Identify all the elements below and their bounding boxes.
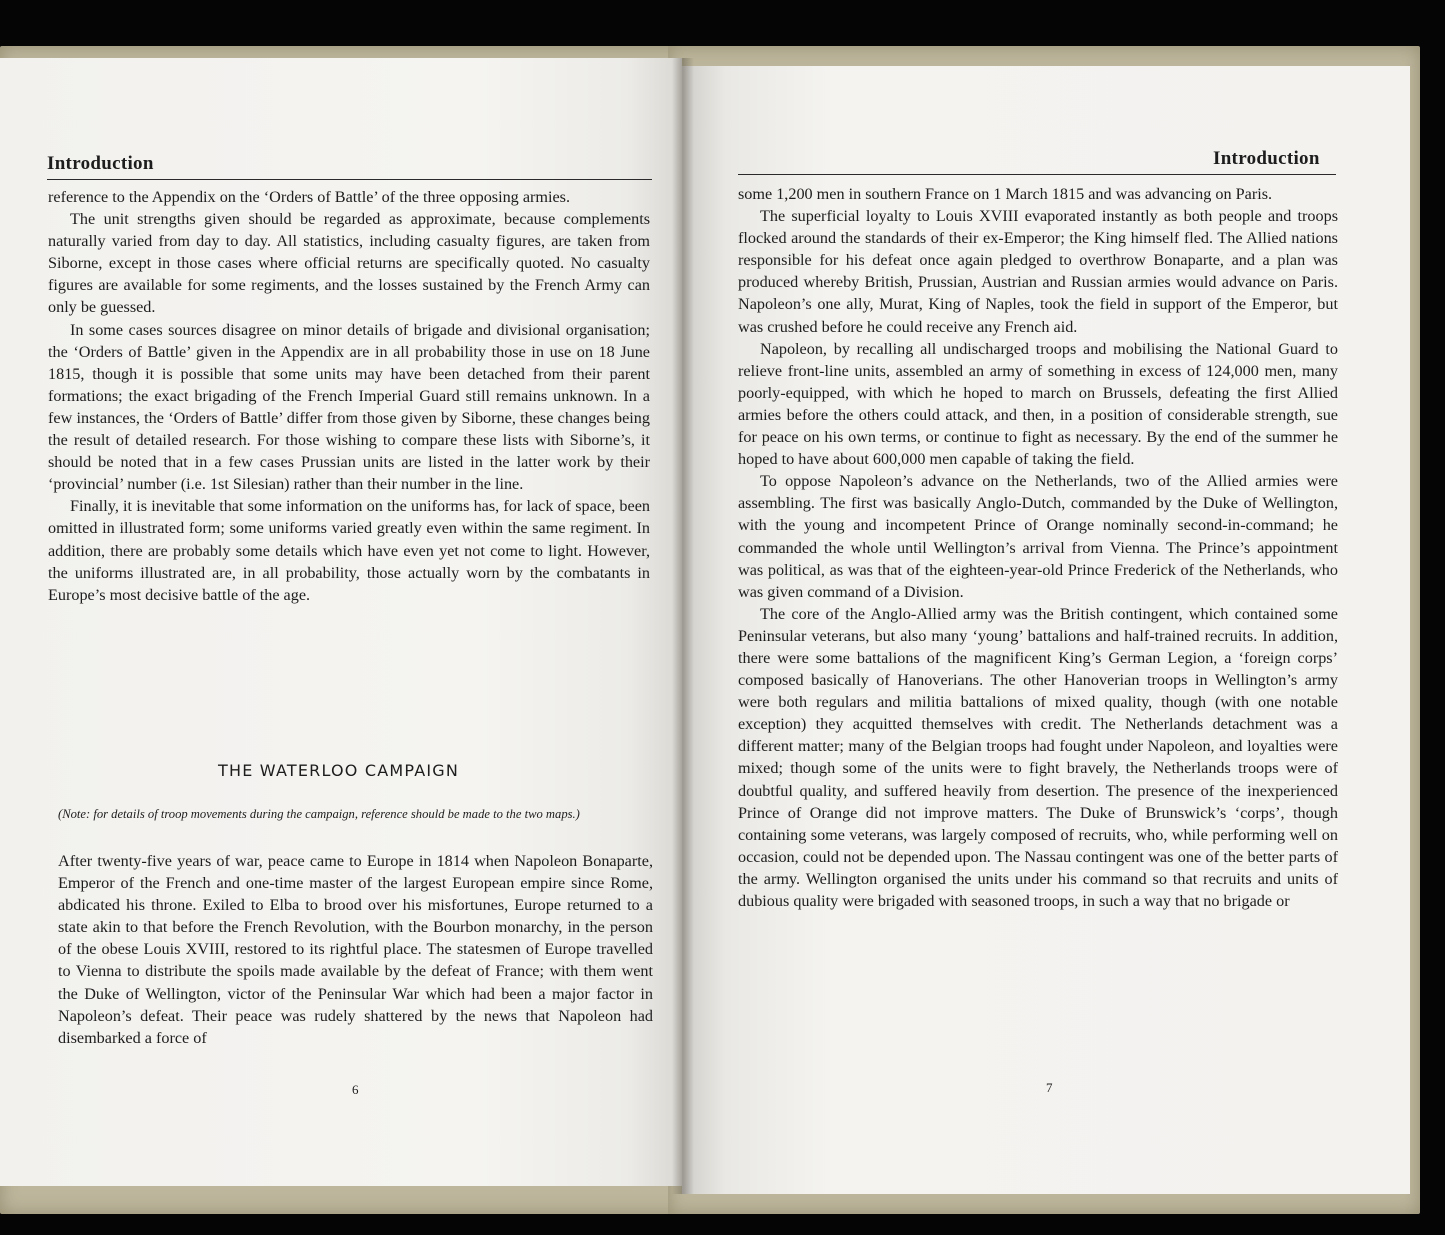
paragraph: Finally, it is inevitable that some information on the uniforms has, for lack of space, been omitted in illustrated form; some uniforms varied greatly even within the same regiment. In addition, there are probably some details which have even yet not come to light. However, the uniforms illustrated are, in all probability, those actually worn by the combatants in Europe’s most decisive battle of the age. bbox=[48, 497, 650, 604]
paragraph: Napoleon, by recalling all undischarged troops and mobilising the National Guard to relieve front-line units, assembled an army of something in excess of 124,000 men, many poorly-equipped, with which he hoped to march on Brussels, defeating the first Allied armies before the others could attack, and then, in a position of considerable strength, sue for peace on his own terms, or continue to fight as necessary. By the end of the summer he hoped to have about 600,000 men capable of taking the field. bbox=[738, 339, 1338, 469]
paragraph: The core of the Anglo-Allied army was the British contingent, which contained some Peninsular veterans, but also many ‘young’ battalions and half-trained recruits. In addition, there were some battalions of the magnificent King’s German Legion, a ‘foreign corps’ composed basically of Hanoverians. The other Hanoverian troops in Wellington’s army were both regulars and militia battalions of mixed quality, though (with one notable exception) they acquitted themselves with credit. The Netherlands detachment was a different matter; many of the Belgian troops had fought under Napoleon, and loyalties were mixed; though some of the units were to fight bravely, the Netherlands troops were of doubtful quality, and suffered heavily from desertion. The presence of the inexperienced Prince of Orange did not improve matters. The Duke of Brunswick’s ‘corps’, though containing some veterans, was largely composed of recruits, who, while performing well on occasion, could not be depended upon. The Nassau contingent was one of the better parts of the army. Wellington organised the units under his command so that recruits and units of dubious quality were brigaded with seasoned troops, in such a way that no brigade or bbox=[738, 604, 1338, 910]
right-header-rule bbox=[738, 174, 1336, 175]
right-body-text bbox=[738, 183, 1338, 912]
left-page-number: 6 bbox=[352, 1082, 359, 1097]
paragraph: The superficial loyalty to Louis XVIII evaporated instantly as both people and troops flocked around the standards of their ex-Emperor; the King himself fled. The Allied nations responsible for his defeat once again pledged to overthrow Bonaparte, and a plan was produced whereby British, Prussian, Austrian and Russian armies would advance on Paris. Napoleon’s one ally, Murat, King of Naples, took the field in support of the Emperor, but was crushed before he could receive any French aid. bbox=[738, 207, 1338, 336]
left-body-text bbox=[48, 186, 650, 606]
right-page bbox=[682, 66, 1410, 1194]
right-page-number: 7 bbox=[1046, 1080, 1053, 1095]
left-header-rule bbox=[47, 179, 652, 180]
section-heading: THE WATERLOO CAMPAIGN bbox=[218, 761, 460, 780]
campaign-note: (Note: for details of troop movements during the campaign, reference should be made to the two maps.) bbox=[58, 807, 580, 821]
paragraph: The unit strengths given should be regarded as approximate, because complements naturally varied from day to day. All statistics, including casualty figures, are taken from Siborne, except in those cases where official returns are specifically quoted. No casualty figures are available for some regiments, and the losses sustained by the French Army can only be guessed. bbox=[48, 210, 650, 317]
paragraph: In some cases sources disagree on minor details of brigade and divisional organisation; the ‘Orders of Battle’ given in the Appendix are in all probability those in use on 18 June 1815, though it is possible that some units may have been detached from their parent formations; the exact brigading of the French Imperial Guard still remains unknown. In a few instances, the ‘Orders of Battle’ differ from those given by Siborne, these changes being the result of detailed research. For those wishing to compare these lists with Siborne’s, it should be noted that in a few cases Prussian units are listed in the latter work by their ‘provincial’ number (i.e. 1st Silesian) rather than their number in the line. bbox=[48, 320, 650, 494]
paragraph: After twenty-five years of war, peace came to Europe in 1814 when Napoleon Bonaparte, Emperor of the French and one-time master of the largest European empire since Rome, abdicated his throne. Exiled to Elba to brood over his misfortunes, Europe returned to a state akin to that before the French Revolution, with the Bourbon monarchy, in the person of the obese Louis XVIII, restored to its rightful place. The statesmen of Europe travelled to Vienna to distribute the spoils made available by the defeat of France; with them went the Duke of Wellington, victor of the Peninsular War which had been a major factor in Napoleon’s defeat. Their peace was rudely shattered by the news that Napoleon had disembarked a force of bbox=[58, 852, 653, 1047]
left-page bbox=[0, 58, 682, 1186]
paragraph: To oppose Napoleon’s advance on the Netherlands, two of the Allied armies were assembling. The first was basically Anglo-Dutch, commanded by the Duke of Wellington, with the young and incompetent Prince of Orange nominally second-in-command; he commanded the whole until Wellington’s arrival from Vienna. The Prince’s appointment was political, as was that of the eighteen-year-old Prince Frederick of the Netherlands, who was given command of a Division. bbox=[738, 472, 1338, 601]
campaign-text bbox=[58, 850, 653, 1049]
book-gutter bbox=[672, 58, 694, 1194]
left-running-head: Introduction bbox=[47, 153, 154, 174]
paragraph: reference to the Appendix on the ‘Orders of Battle’ of the three opposing armies. bbox=[48, 188, 571, 206]
paragraph: some 1,200 men in southern France on 1 March 1815 and was advancing on Paris. bbox=[738, 185, 1273, 203]
right-running-head: Introduction bbox=[1213, 148, 1320, 169]
